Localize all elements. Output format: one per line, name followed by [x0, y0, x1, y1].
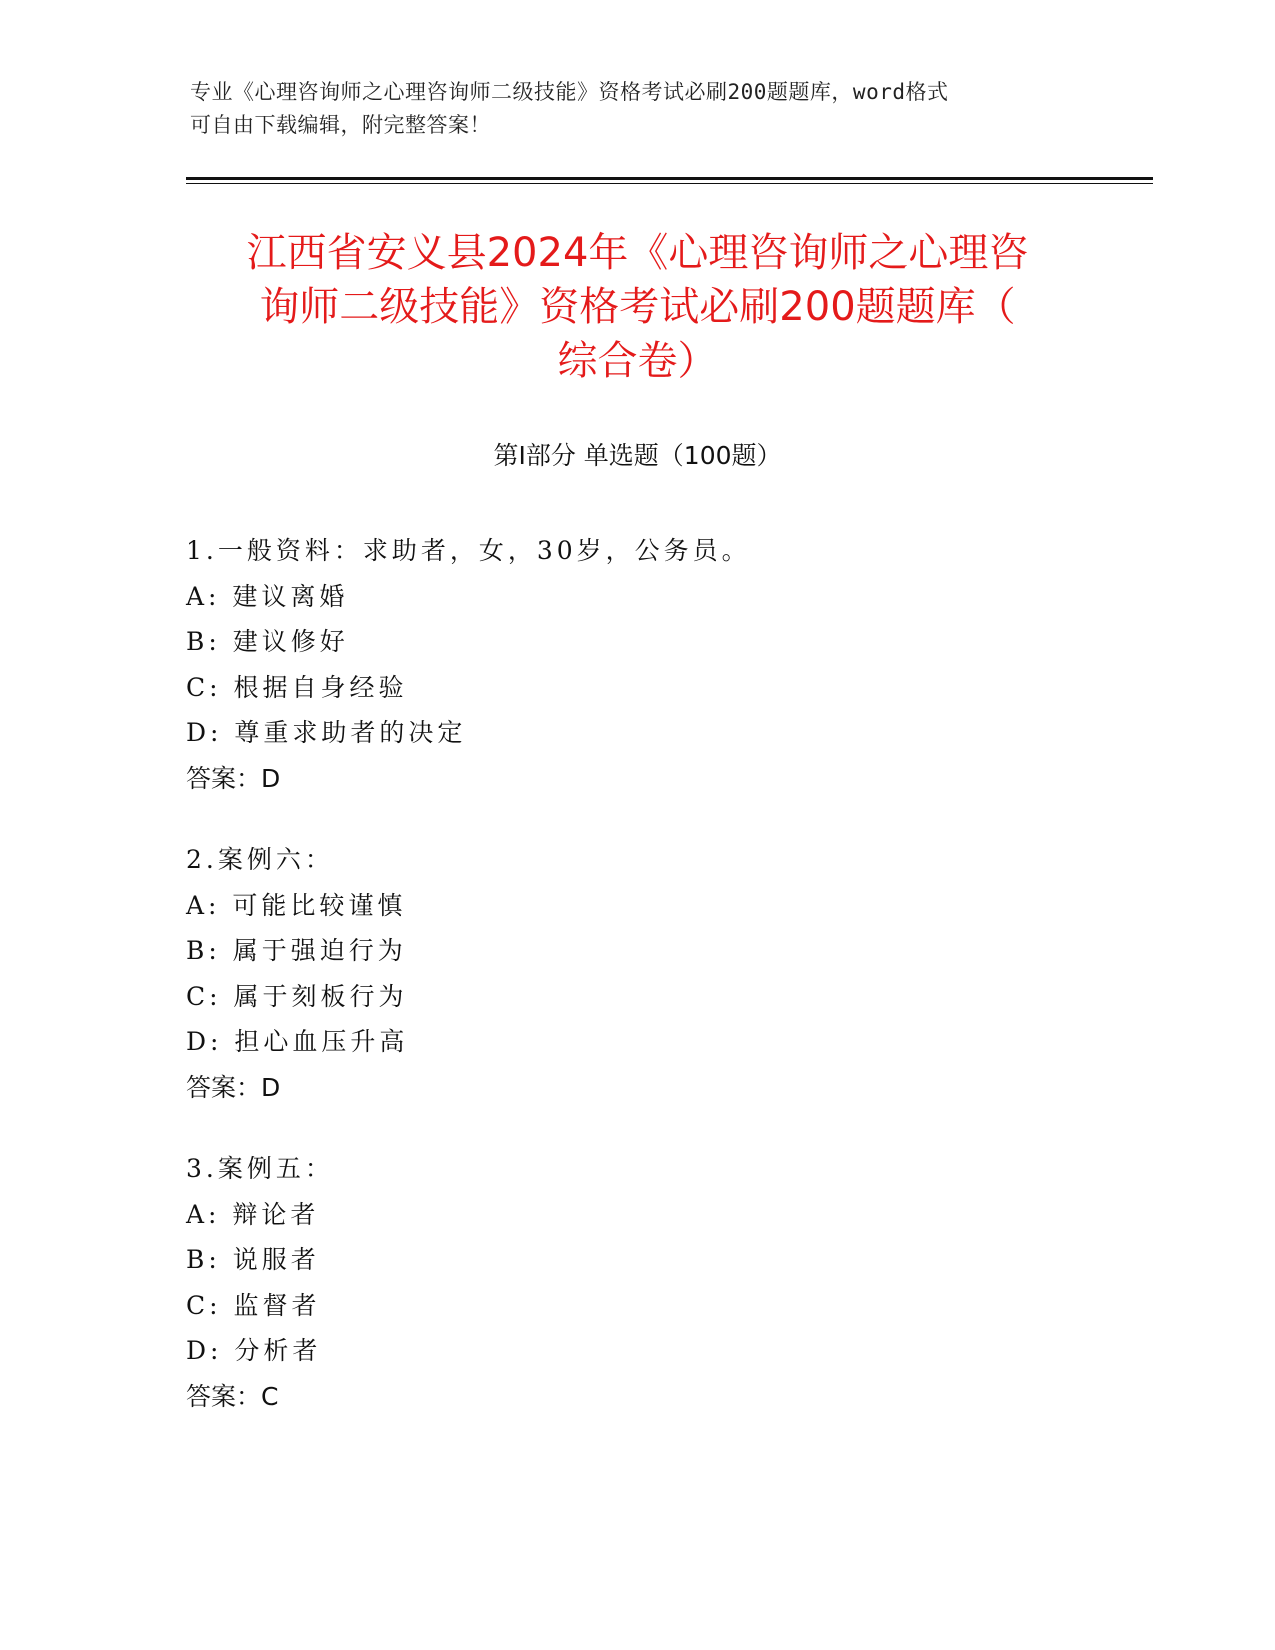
- answer-line: 答案：D: [186, 1072, 281, 1102]
- option-a: A: 可能比较谨慎: [186, 890, 407, 920]
- answer-line: 答案：D: [186, 763, 281, 793]
- option-a: A: 建议离婚: [186, 581, 349, 611]
- question-item: [186, 837, 1086, 1110]
- document-title-line-2: 询师二级技能》资格考试必刷200题题库（: [259, 284, 1016, 330]
- option-d: D: 分析者: [186, 1336, 322, 1365]
- question-list: [186, 528, 1086, 1455]
- option-d: D: 尊重求助者的决定: [186, 718, 467, 747]
- question-stem: 3.案例五：: [186, 1154, 334, 1183]
- document-title-line-1: 江西省安义县2024年《心理咨询师之心理咨: [246, 230, 1029, 276]
- section-heading: 第Ⅰ部分 单选题（100题）: [493, 441, 782, 470]
- option-d: D: 担心血压升高: [186, 1027, 409, 1056]
- document-title-line-3: 综合卷）: [557, 338, 718, 384]
- option-a: A: 辩论者: [186, 1199, 320, 1229]
- question-item: [186, 1146, 1086, 1419]
- header-rule-thick: [186, 177, 1153, 180]
- question-stem: 1.一般资料：求助者，女，30岁，公务员。: [186, 536, 751, 565]
- option-b: B: 属于强迫行为: [186, 936, 407, 965]
- header-note-line-1: 专业《心理咨询师之心理咨询师二级技能》资格考试必刷200题题库，word格式: [190, 80, 949, 104]
- option-c: C: 根据自身经验: [186, 672, 408, 702]
- option-c: C: 属于刻板行为: [186, 981, 408, 1011]
- header-note-line-2: 可自由下载编辑，附完整答案！: [190, 113, 491, 137]
- option-b: B: 说服者: [186, 1245, 320, 1274]
- question-stem: 2.案例六：: [186, 845, 334, 874]
- option-c: C: 监督者: [186, 1290, 321, 1320]
- answer-line: 答案：C: [186, 1381, 279, 1411]
- question-item: [186, 528, 1086, 801]
- document-title: [150, 226, 1125, 388]
- option-b: B: 建议修好: [186, 627, 349, 656]
- header-rule-thin: [186, 183, 1153, 184]
- header-note: [190, 76, 1090, 142]
